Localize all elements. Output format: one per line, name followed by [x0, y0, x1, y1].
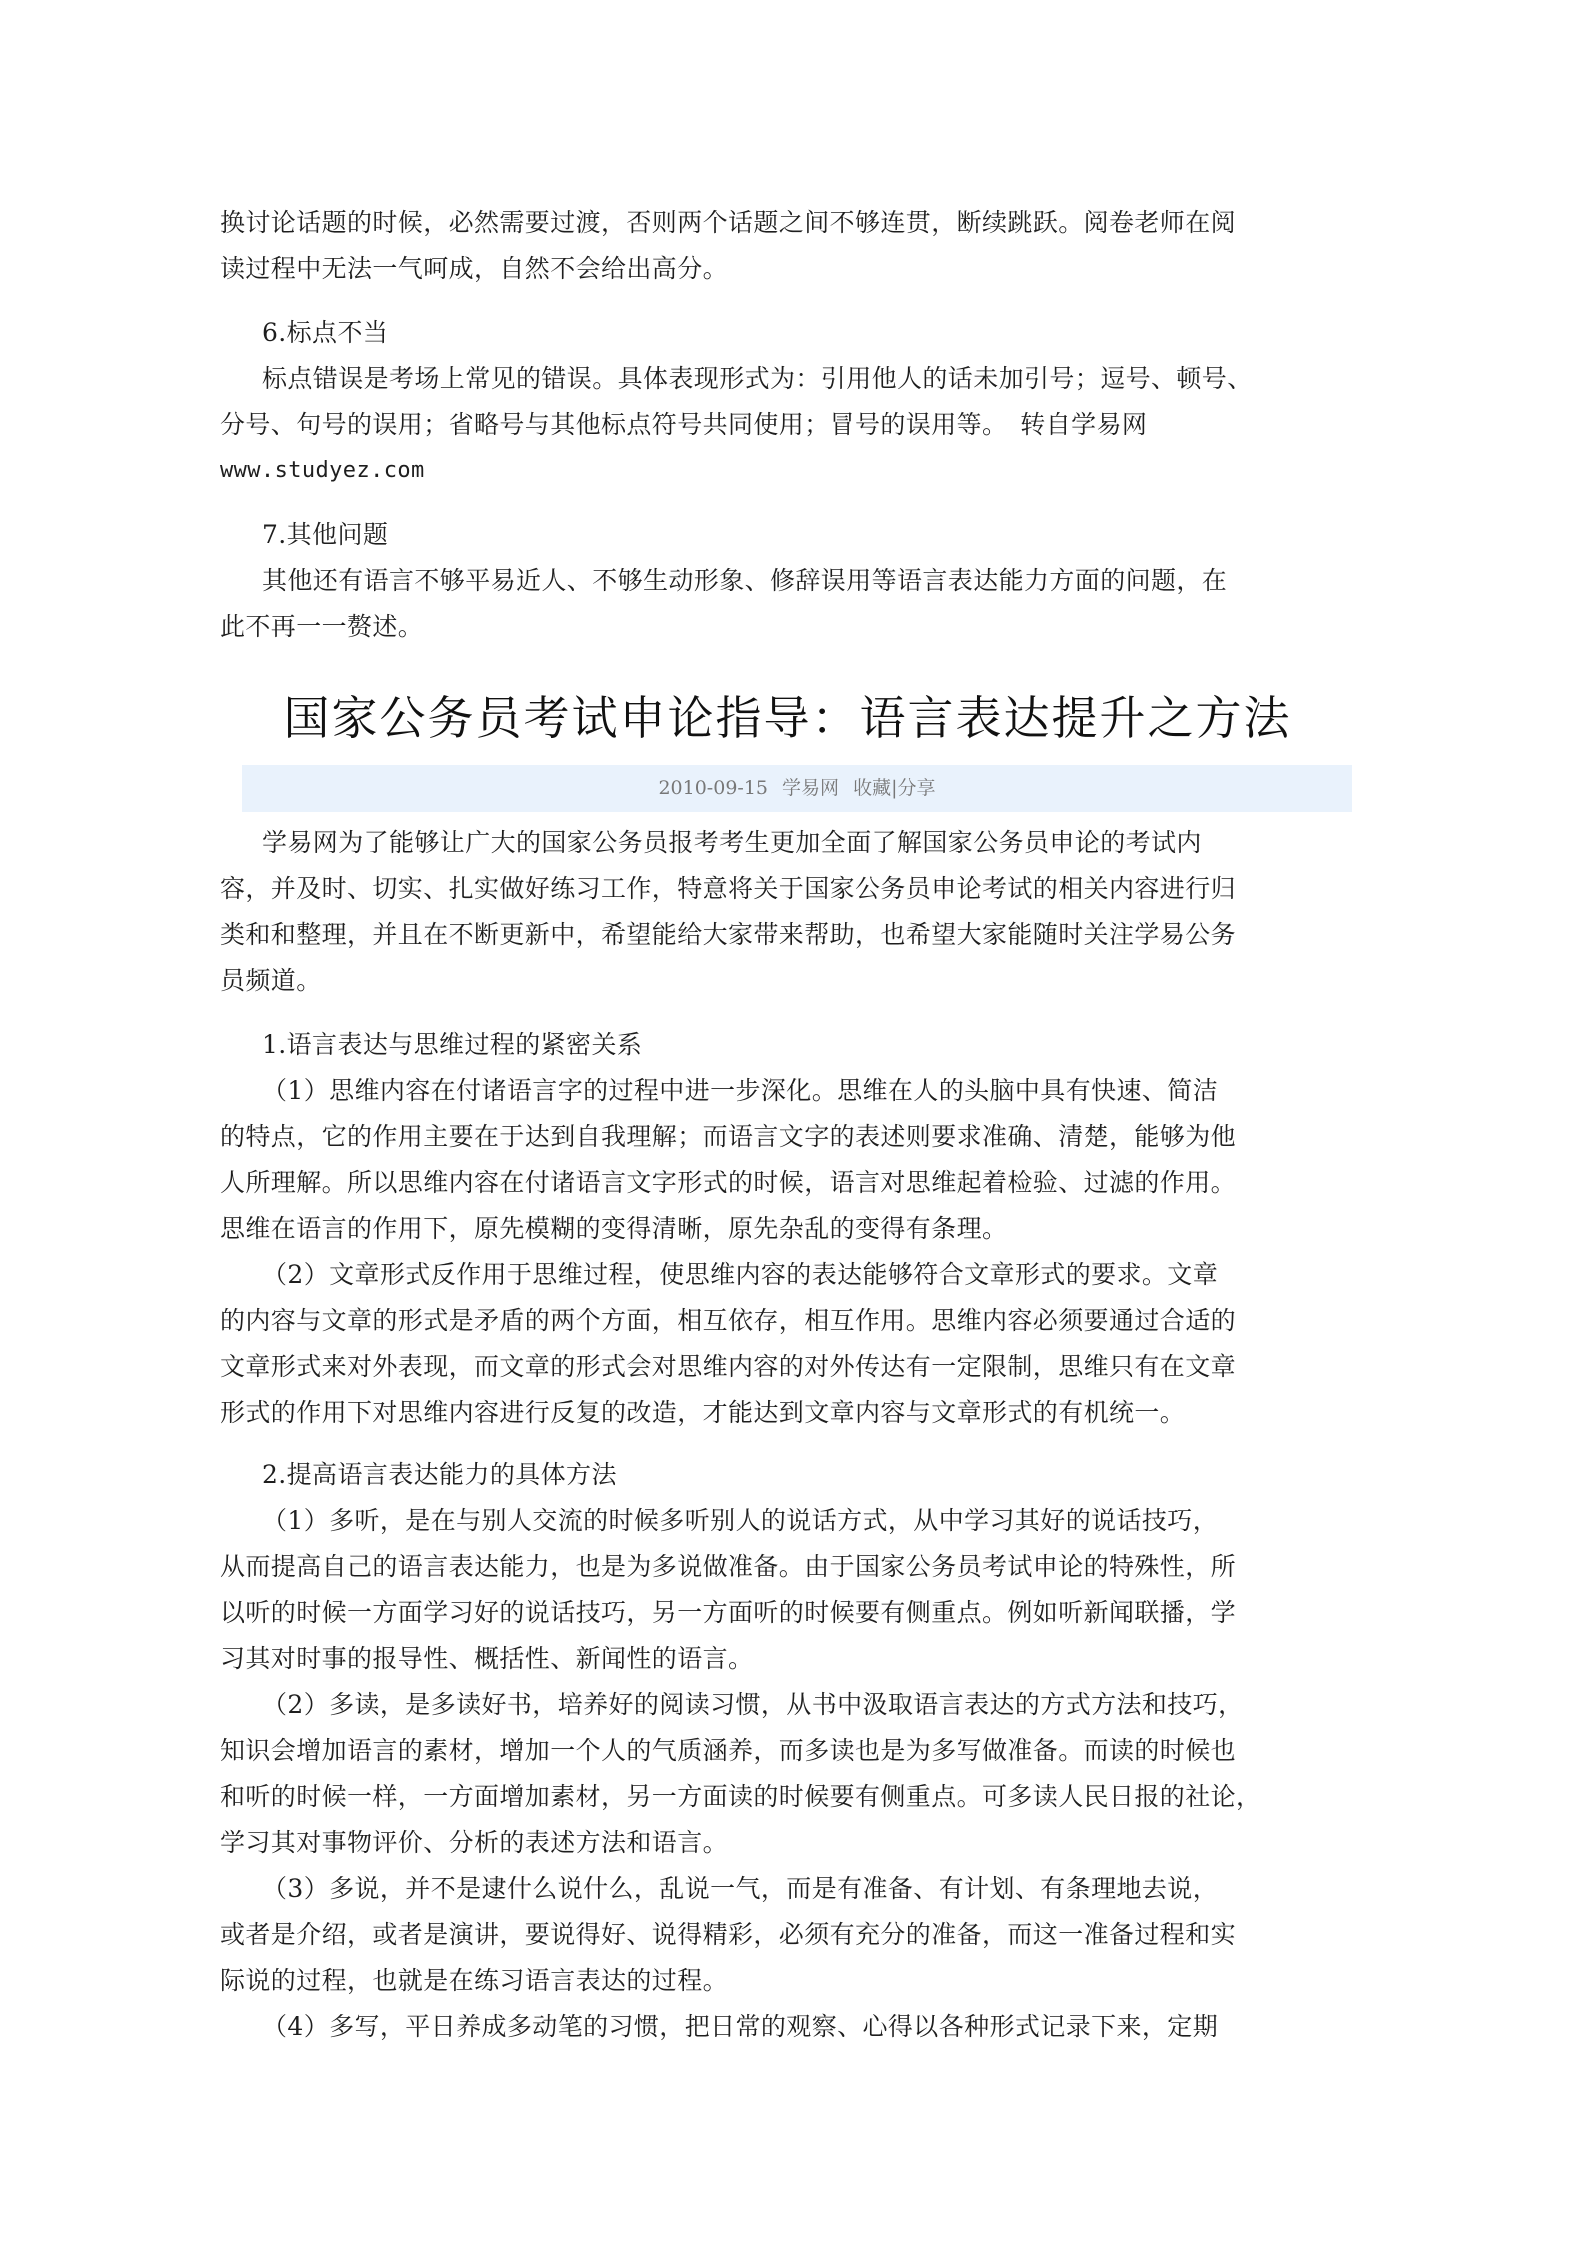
paragraph-line: 学习其对事物评价、分析的表述方法和语言。 — [220, 1828, 729, 1857]
paragraph-line: 知识会增加语言的素材，增加一个人的气质涵养，而多读也是为多写做准备。而读的时候也 — [220, 1736, 1237, 1765]
favorite-link[interactable]: 收藏 — [853, 777, 892, 799]
paragraph-line: 其他还有语言不够平易近人、不够生动形象、修辞误用等语言表达能力方面的问题，在 — [262, 566, 1228, 595]
item-heading: 7.其他问题 — [262, 520, 389, 549]
paragraph-line: 此不再一一赘述。 — [220, 612, 424, 641]
source-name[interactable]: 学易网 — [782, 777, 840, 799]
source-link[interactable]: www.studyez.com — [220, 458, 425, 483]
paragraph-line: 换讨论话题的时候，必然需要过渡，否则两个话题之间不够连贯，断续跳跃。阅卷老师在阅 — [220, 208, 1237, 237]
paragraph-line: （4）多写，平日养成多动笔的习惯，把日常的观察、心得以各种形式记录下来，定期 — [262, 2012, 1219, 2041]
paragraph-line: 员频道。 — [220, 966, 322, 995]
article-title: 国家公务员考试申论指导：语言表达提升之方法 — [283, 691, 1292, 745]
paragraph-line: 的特点，它的作用主要在于达到自我理解；而语言文字的表述则要求准确、清楚，能够为他 — [220, 1122, 1237, 1151]
paragraph-line: （1）多听，是在与别人交流的时候多听别人的说话方式，从中学习其好的说话技巧， — [262, 1506, 1219, 1535]
paragraph-line: （2）多读，是多读好书，培养好的阅读习惯，从书中汲取语言表达的方式方法和技巧， — [262, 1690, 1244, 1719]
paragraph-line: 习其对时事的报导性、概括性、新闻性的语言。 — [220, 1644, 754, 1673]
paragraph-line: 际说的过程，也就是在练习语言表达的过程。 — [220, 1966, 729, 1995]
section-heading: 1.语言表达与思维过程的紧密关系 — [262, 1030, 643, 1059]
paragraph-line: 人所理解。所以思维内容在付诸语言文字形式的时候，语言对思维起着检验、过滤的作用。 — [220, 1168, 1237, 1197]
item-heading: 6.标点不当 — [262, 318, 389, 347]
paragraph-line: 从而提高自己的语言表达能力，也是为多说做准备。由于国家公务员考试申论的特殊性，所 — [220, 1552, 1237, 1581]
paragraph-line: （2）文章形式反作用于思维过程，使思维内容的表达能够符合文章形式的要求。文章 — [262, 1260, 1219, 1289]
paragraph-line: 的内容与文章的形式是矛盾的两个方面，相互依存，相互作用。思维内容必须要通过合适的 — [220, 1306, 1237, 1335]
meta-separator: | — [891, 777, 898, 799]
paragraph-line: 以听的时候一方面学习好的说话技巧，另一方面听的时候要有侧重点。例如听新闻联播，学 — [220, 1598, 1237, 1627]
paragraph-line: 类和和整理，并且在不断更新中，希望能给大家带来帮助，也希望大家能随时关注学易公务 — [220, 920, 1237, 949]
paragraph-line: （3）多说，并不是逮什么说什么，乱说一气，而是有准备、有计划、有条理地去说， — [262, 1874, 1219, 1903]
publish-date: 2010-09-15 — [658, 777, 768, 799]
paragraph-line: 学易网为了能够让广大的国家公务员报考考生更加全面了解国家公务员申论的考试内 — [262, 828, 1202, 857]
paragraph-line: 思维在语言的作用下，原先模糊的变得清晰，原先杂乱的变得有条理。 — [220, 1214, 1008, 1243]
section-heading: 2.提高语言表达能力的具体方法 — [262, 1460, 617, 1489]
paragraph-line: （1）思维内容在付诸语言字的过程中进一步深化。思维在人的头脑中具有快速、简洁 — [262, 1076, 1219, 1105]
paragraph-line: 分号、句号的误用；省略号与其他标点符号共同使用；冒号的误用等。 转自学易网 — [220, 410, 1148, 439]
paragraph-line: 或者是介绍，或者是演讲，要说得好、说得精彩，必须有充分的准备，而这一准备过程和实 — [220, 1920, 1237, 1949]
article-meta-bar — [242, 765, 1352, 812]
share-link[interactable]: 分享 — [897, 777, 936, 799]
paragraph-line: 形式的作用下对思维内容进行反复的改造，才能达到文章内容与文章形式的有机统一。 — [220, 1398, 1186, 1427]
paragraph-line: 标点错误是考场上常见的错误。具体表现形式为：引用他人的话未加引号；逗号、顿号、 — [262, 364, 1253, 393]
paragraph-line: 读过程中无法一气呵成，自然不会给出高分。 — [220, 254, 729, 283]
paragraph-line: 容，并及时、切实、扎实做好练习工作，特意将关于国家公务员申论考试的相关内容进行归 — [220, 874, 1237, 903]
paragraph-line: 文章形式来对外表现，而文章的形式会对思维内容的对外传达有一定限制，思维只有在文章 — [220, 1352, 1237, 1381]
paragraph-line: 和听的时候一样，一方面增加素材，另一方面读的时候要有侧重点。可多读人民日报的社论， — [220, 1782, 1262, 1811]
